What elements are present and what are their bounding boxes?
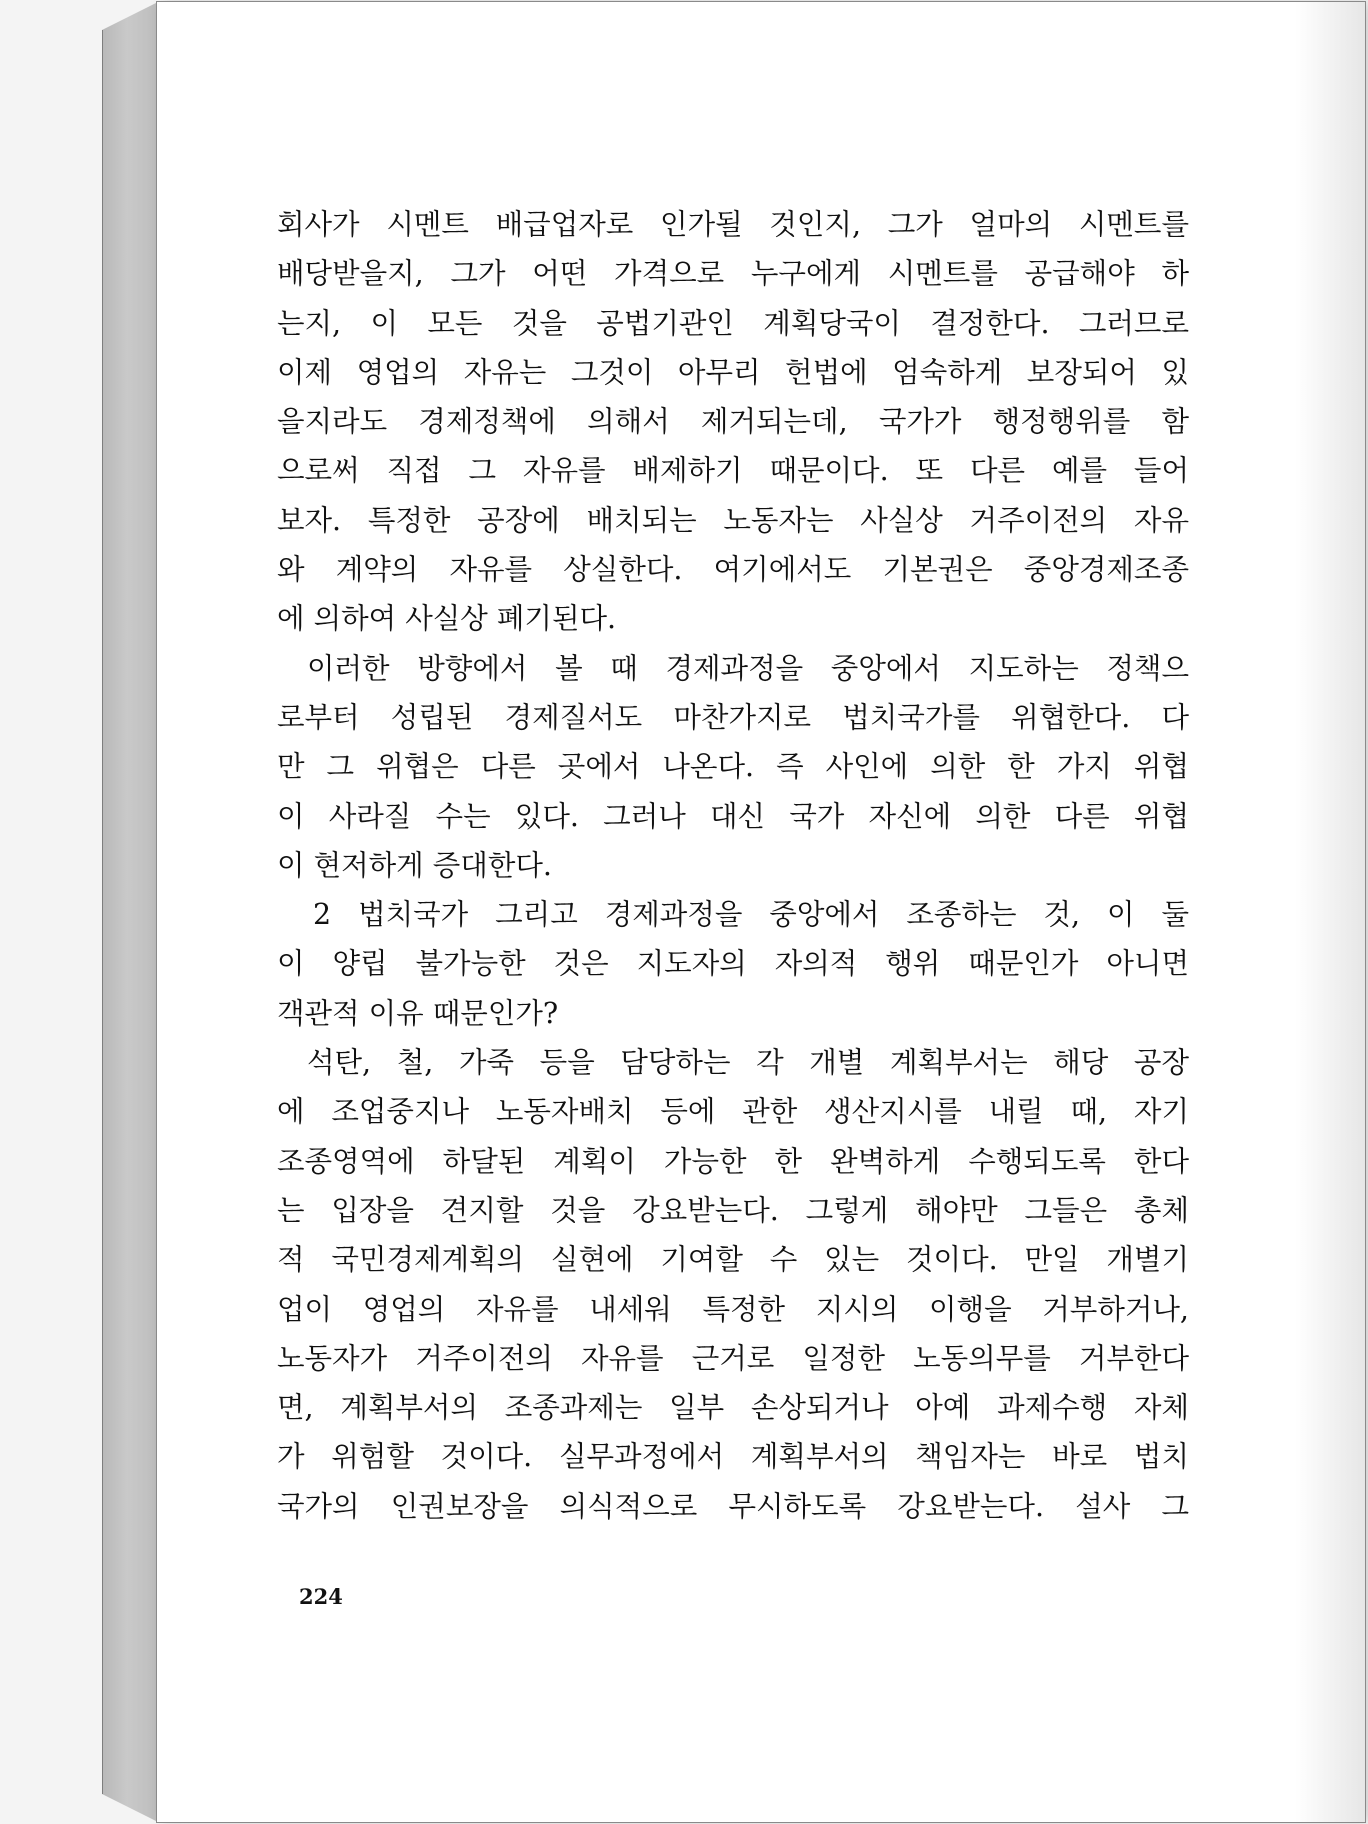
text-line: 노동자가 거주이전의 자유를 근거로 일정한 노동의무를 거부한다: [277, 1341, 1189, 1375]
text-line: 는 입장을 견지할 것을 강요받는다. 그렇게 해야만 그들은 총체: [277, 1193, 1189, 1227]
text-line: 이제 영업의 자유는 그것이 아무리 헌법에 엄숙하게 보장되어 있: [277, 355, 1189, 389]
page-text: [277, 200, 1189, 1531]
text-line: 회사가 시멘트 배급업자로 인가될 것인지, 그가 얼마의 시멘트를: [277, 208, 1189, 241]
text-line: 을지라도 경제정책에 의해서 제거되는데, 국가가 행정행위를 함: [277, 405, 1189, 439]
text-line: 업이 영업의 자유를 내세워 특정한 지시의 이행을 거부하거나,: [277, 1292, 1189, 1326]
text-line: 이러한 방향에서 볼 때 경제과정을 중앙에서 지도하는 정책으: [307, 651, 1189, 685]
book-page: [157, 2, 1365, 1822]
text-line: 가 위험할 것이다. 실무과정에서 계획부서의 책임자는 바로 법치: [277, 1440, 1189, 1474]
text-line: 객관적 이유 때문인가?: [277, 996, 559, 1030]
page-number: 224: [299, 1584, 343, 1609]
text-line: 이 현저하게 증대한다.: [277, 848, 552, 882]
text-line: 석탄, 철, 가죽 등을 담당하는 각 개별 계획부서는 해당 공장: [307, 1046, 1189, 1080]
text-line: 에 조업중지나 노동자배치 등에 관한 생산지시를 내릴 때, 자기: [277, 1095, 1189, 1129]
text-line: 와 계약의 자유를 상실한다. 여기에서도 기본권은 중앙경제조종: [277, 553, 1189, 587]
text-line: 조종영역에 하달된 계획이 가능한 한 완벽하게 수행되도록 한다: [277, 1144, 1189, 1178]
text-line: 2 법치국가 그리고 경제과정을 중앙에서 조종하는 것, 이 둘: [313, 898, 1189, 932]
text-line: 이 사라질 수는 있다. 그러나 대신 국가 자신에 의한 다른 위협: [277, 799, 1189, 833]
spine-edge-line: [102, 30, 103, 1794]
text-line: 보자. 특정한 공장에 배치되는 노동자는 사실상 거주이전의 자유: [277, 503, 1189, 537]
text-line: 는지, 이 모든 것을 공법기관인 계획당국이 결정한다. 그러므로: [277, 306, 1189, 340]
text-line: 만 그 위협은 다른 곳에서 나온다. 즉 사인에 의한 한 가지 위협: [277, 750, 1189, 784]
text-line: 으로써 직접 그 자유를 배제하기 때문이다. 또 다른 예를 들어: [277, 454, 1189, 488]
text-line: 국가의 인권보장을 의식적으로 무시하도록 강요받는다. 설사 그: [277, 1489, 1189, 1523]
text-line: 적 국민경제계획의 실현에 기여할 수 있는 것이다. 만일 개별기: [277, 1243, 1189, 1277]
text-line: 로부터 성립된 경제질서도 마찬가지로 법치국가를 위협한다. 다: [277, 700, 1189, 734]
text-line: 이 양립 불가능한 것은 지도자의 자의적 행위 때문인가 아니면: [277, 947, 1189, 981]
text-line: 면, 계획부서의 조종과제는 일부 손상되거나 아예 과제수행 자체: [277, 1391, 1189, 1425]
text-line: 배당받을지, 그가 어떤 가격으로 누구에게 시멘트를 공급해야 하: [277, 257, 1189, 291]
book-spine: [102, 2, 158, 1822]
text-line: 에 의하여 사실상 폐기된다.: [277, 602, 617, 636]
